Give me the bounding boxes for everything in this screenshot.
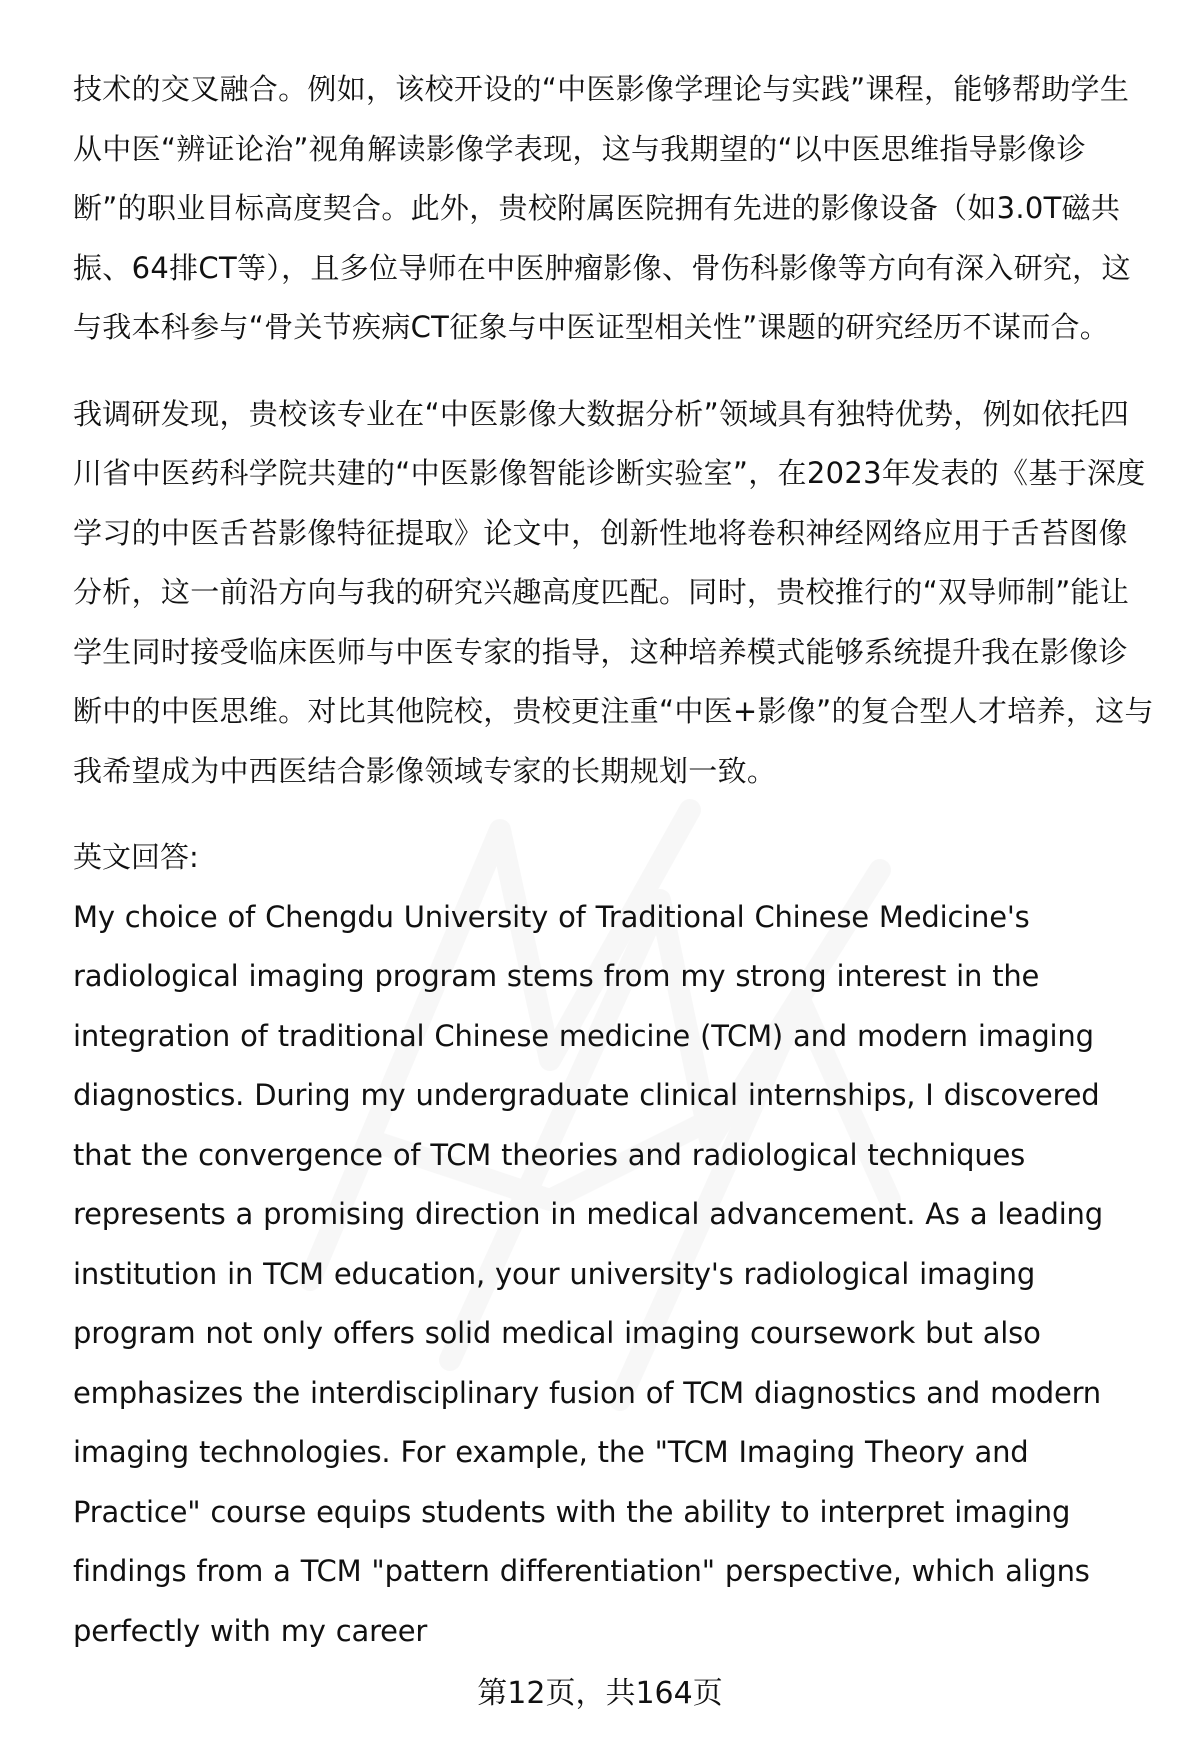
chinese-paragraph-1: 技术的交叉融合。例如，该校开设的“中医影像学理论与实践”课程，能够帮助学生从中医“辨证论治”视角解读影像学表现，这与我期望的“以中医思维指导影像诊断”的职业目标高度契合。此外，贵校附属医院拥有先进的影像设备（如3.0T磁共振、64排CT等），且多位导师在中医肿瘤影像、骨伤科影像等方向有深入研究，这与我本科参与“骨关节疾病CT征象与中医证型相关性”课题的研究经历不谋而合。 (73, 72, 1131, 344)
english-answer-label: 英文回答: (73, 840, 199, 874)
english-paragraph: My choice of Chengdu University of Traditional Chinese Medicine's radiological imaging program stems from my strong interest in the integration of traditional Chinese medicine (TCM) and modern imaging diagnostics. During my undergraduate clinical internships, I discovered that the convergence of TCM theories and radiological techniques represents a promising direction in medical advancement. As a leading institution in TCM education, your university's radiological imaging program not only offers solid medical imaging coursework but also emphasizes the interdisciplinary fusion of TCM diagnostics and modern imaging technologies. For example, the "TCM Imaging Theory and Practice" course equips students with the ability to interpret imaging findings from a TCM "pattern differentiation" perspective, which aligns perfectly with my career (73, 899, 1103, 1648)
document-body (73, 60, 1155, 1661)
page-number-footer: 第12页，共164页 (477, 1676, 723, 1711)
chinese-paragraph-2: 我调研发现，贵校该专业在“中医影像大数据分析”领域具有独特优势，例如依托四川省中医药科学院共建的“中医影像智能诊断实验室”，在2023年发表的《基于深度学习的中医舌苔影像特征提取》论文中，创新性地将卷积神经网络应用于舌苔图像分析，这一前沿方向与我的研究兴趣高度匹配。同时，贵校推行的“双导师制”能让学生同时接受临床医师与中医专家的指导，这种培养模式能够系统提升我在影像诊断中的中医思维。对比其他院校，贵校更注重“中医+影像”的复合型人才培养，这与我希望成为中西医结合影像领域专家的长期规划一致。 (73, 396, 1154, 788)
